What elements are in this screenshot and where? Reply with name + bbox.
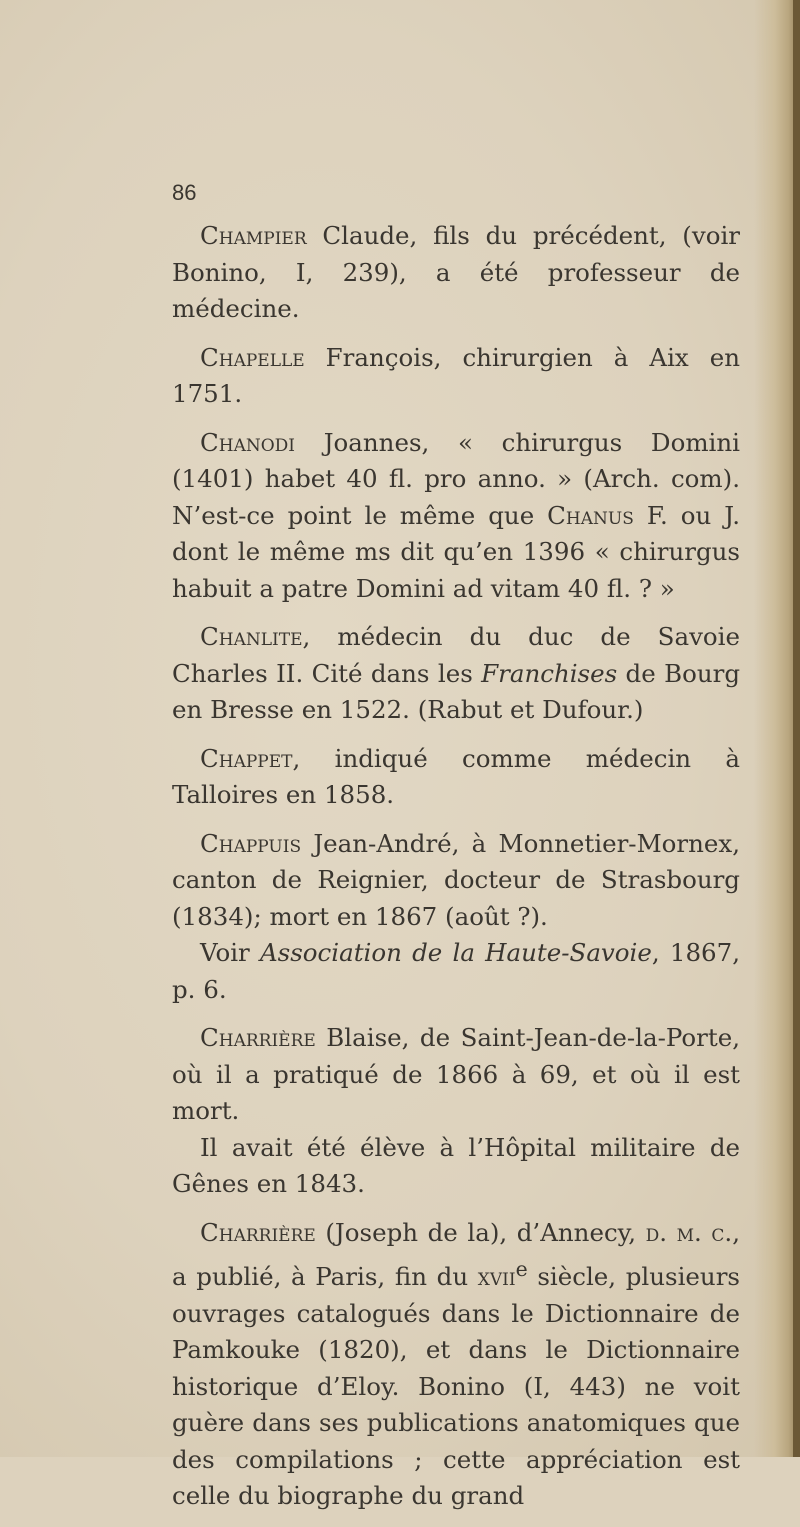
entry-text: , 1867, p. 6. — [172, 938, 740, 1004]
entry-italic: Franchises — [481, 658, 618, 688]
degree-abbreviation: d. m. c. — [645, 1217, 733, 1247]
entry-text: Claude, fils du précédent, (voir Bonino, I, 239), a été professeur de médecine. — [172, 221, 740, 323]
entry-name: Chanodi — [200, 427, 296, 457]
entry-text: , a publié, à Paris, fin du — [172, 1217, 740, 1292]
entry-name: Charrière — [200, 1217, 316, 1247]
entry-charriere-blaise-note — [172, 1130, 740, 1203]
book-binding-edge — [793, 0, 800, 1457]
entry-text: (Joseph de la), d’Annecy, — [315, 1217, 646, 1247]
entry-text: F. ou J. dont le même ms dit qu’en 1396 « chirurgus habuit a patre Domini ad vitam 40 fl. ? » — [172, 500, 741, 603]
entry-chanodi — [172, 425, 740, 608]
entry-text: Il avait été élève à l’Hôpital militaire de Gênes en 1843. — [172, 1132, 740, 1198]
entry-text: Joannes, « chirurgus Domini (1401) habet 40 fl. pro anno. » (Arch. com). N’est-ce point le même que — [172, 427, 740, 530]
entry-chapelle — [172, 340, 740, 413]
century-numeral: xvii — [477, 1262, 516, 1292]
entry-charriere-blaise — [172, 1020, 740, 1130]
entry-chanlite — [172, 619, 740, 729]
entry-name: Charrière — [200, 1023, 316, 1052]
entry-chappuis — [172, 826, 740, 936]
page-body — [172, 218, 740, 1527]
entry-italic: Association de la Haute-Savoie — [259, 938, 652, 967]
entry-charriere-joseph — [172, 1215, 740, 1515]
entry-name-inline: Chanus — [547, 500, 634, 530]
entry-text: Jean-André, à Monnetier-Mornex, canton de Reignier, docteur de Strasbourg (1834); mort en 1867 (août ?). — [172, 828, 740, 931]
century-superscript: e — [515, 1257, 528, 1281]
entry-chappuis-reference — [172, 935, 740, 1008]
entry-text: Voir — [200, 938, 260, 967]
entry-name: Chappuis — [200, 828, 302, 858]
entry-name: Chappet — [200, 743, 293, 773]
entry-text: , médecin du duc de Savoie Charles II. Cité dans les — [172, 622, 740, 688]
entry-text: Blaise, de Saint-Jean-de-la-Porte, où il a pratiqué de 1866 à 69, et où il est mort. — [172, 1023, 740, 1125]
entry-text: de Bourg en Bresse en 1522. (Rabut et Dufour.) — [172, 658, 741, 724]
entry-chappet — [172, 741, 740, 814]
entry-name: Chapelle — [200, 342, 305, 372]
entry-name: Chanlite — [200, 622, 303, 651]
page-number: 86 — [172, 180, 197, 205]
entry-text: François, chirurgien à Aix en 1751. — [172, 342, 740, 408]
entry-champier — [172, 218, 740, 328]
entry-name: Champier — [200, 221, 307, 250]
entry-text: , indiqué comme médecin à Talloires en 1858. — [172, 743, 740, 809]
entry-text: siècle, plusieurs ouvrages catalogués dans le Dictionnaire de Pamkouke (1820), et dans le Dictionnaire historique d’Eloy. Bonino (I, 443) ne voit guère dans ses publications anatomiques que des compilations ; cette appréciation est celle du biographe du grand — [172, 1262, 740, 1511]
